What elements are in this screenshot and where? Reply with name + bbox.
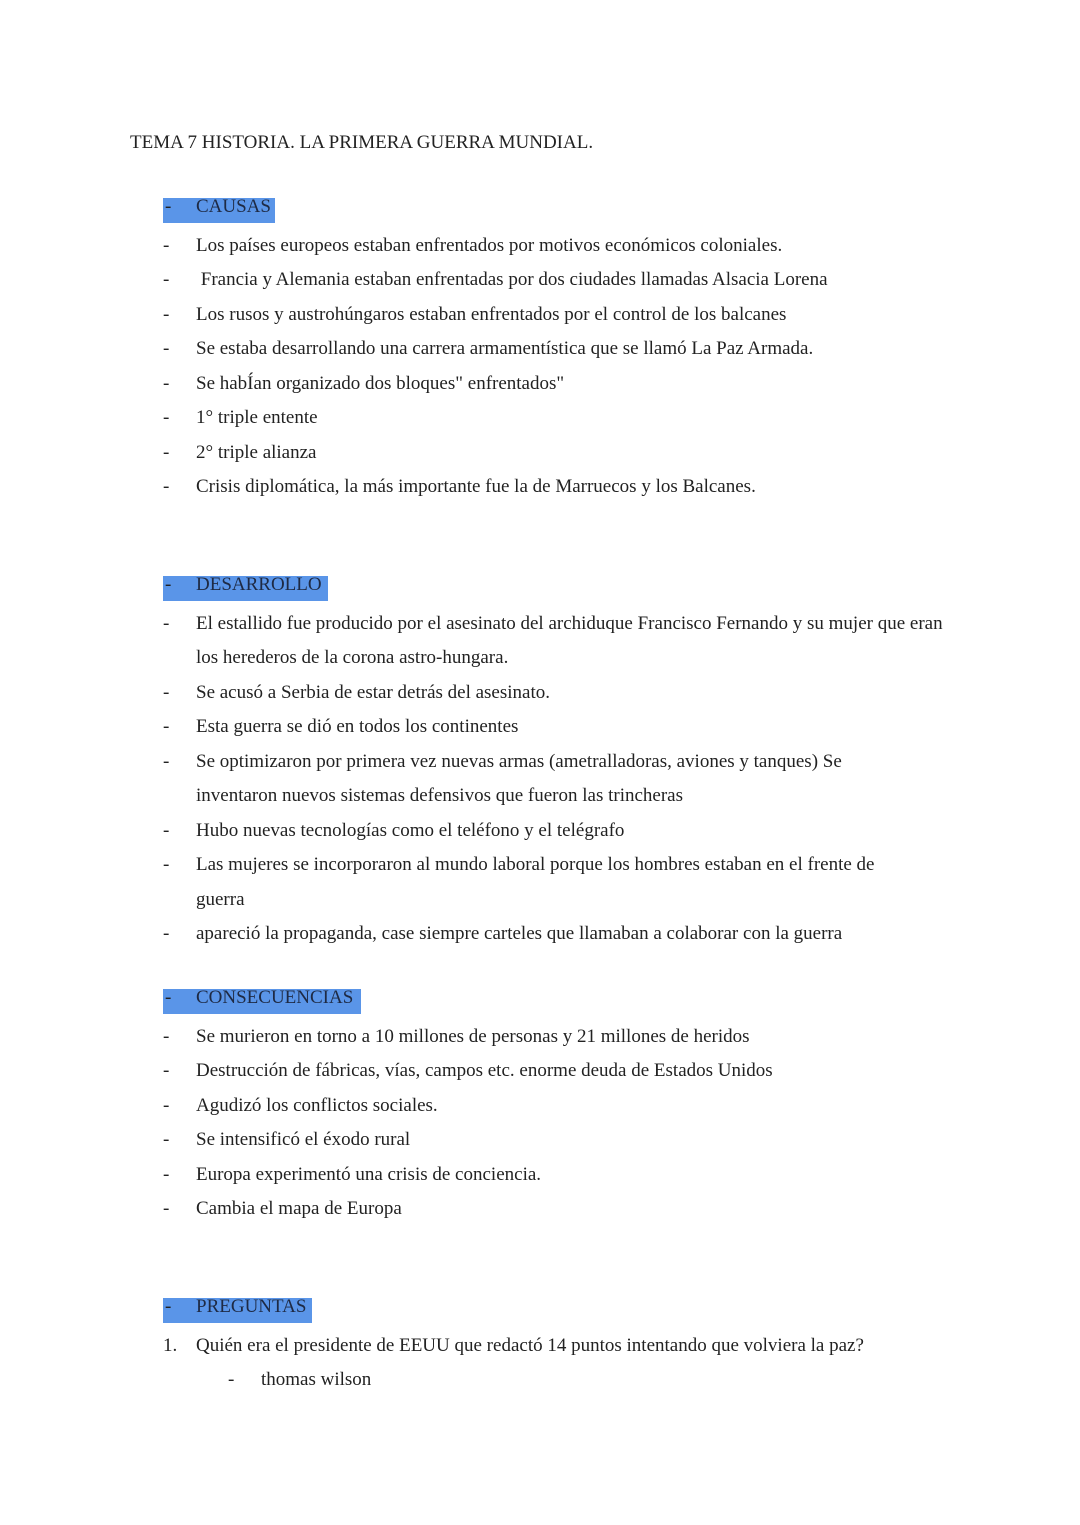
dash-marker: - xyxy=(165,987,172,1008)
dash-marker: - xyxy=(163,1198,170,1219)
dash-marker: - xyxy=(163,269,170,290)
list-item xyxy=(0,848,1080,917)
list-item xyxy=(0,814,1080,849)
list-item-text: Francia y Alemania estaban enfrentadas por dos ciudades llamadas Alsacia Lorena xyxy=(196,269,828,290)
dash-marker: - xyxy=(163,338,170,359)
dash-marker: - xyxy=(163,750,170,772)
list-item-text: Europa experimentó una crisis de conciencia. xyxy=(196,1163,542,1185)
list-item xyxy=(0,607,1080,676)
dash-marker: - xyxy=(163,441,170,463)
dash-marker: - xyxy=(163,234,170,256)
dash-marker: - xyxy=(163,681,170,703)
dash-marker: - xyxy=(163,1129,170,1150)
dash-marker: - xyxy=(165,196,172,217)
question-item xyxy=(0,1329,1080,1364)
list-item-text: apareció la propaganda, case siempre carteles que llamaban a colaborar con la guerra xyxy=(196,923,843,944)
answer-item xyxy=(0,1363,1080,1398)
list-item xyxy=(0,710,1080,745)
list-item xyxy=(0,917,1080,952)
list-item xyxy=(0,401,1080,436)
section-desarrollo xyxy=(0,572,1080,952)
list-item-text: Se intensificó el éxodo rural xyxy=(196,1129,411,1150)
list-item-text: Hubo nuevas tecnologías como el teléfono y el telégrafo xyxy=(196,819,625,841)
list-item-text: 2° triple alianza xyxy=(196,441,317,463)
section-heading xyxy=(0,985,1080,1020)
dash-marker: - xyxy=(163,1025,170,1047)
list-item-text: Agudizó los conflictos sociales. xyxy=(196,1094,438,1116)
dash-marker: - xyxy=(228,1369,235,1390)
list-item-text: Crisis diplomática, la más importante fue la de Marruecos y los Balcanes. xyxy=(196,476,756,497)
list-item-text: Los rusos y austrohúngaros estaban enfrentados por el control de los balcanes xyxy=(196,303,787,325)
dash-marker: - xyxy=(163,612,170,634)
dash-marker: - xyxy=(163,372,170,394)
dash-marker: - xyxy=(163,303,170,325)
question-number: 1. xyxy=(163,1334,178,1356)
list-item xyxy=(0,1089,1080,1124)
list-item-text: Se optimizaron por primera vez nuevas armas (ametralladoras, aviones y tanques) Se inventaron nuevos sistemas defensivos que fueron las trincheras xyxy=(196,750,842,806)
heading-label: PREGUNTAS xyxy=(196,1296,307,1317)
list-item-text: El estallido fue producido por el asesinato del archiduque Francisco Fernando y su mujer que eran los herederos de la corona astro-hungara. xyxy=(196,612,943,668)
list-item xyxy=(0,263,1080,298)
heading-label: CAUSAS xyxy=(196,196,271,217)
heading-label: DESARROLLO xyxy=(196,574,322,595)
dash-marker: - xyxy=(163,854,170,875)
dash-marker: - xyxy=(163,923,170,944)
list-item-text: Los países europeos estaban enfrentados por motivos económicos coloniales. xyxy=(196,234,783,256)
dash-marker: - xyxy=(165,574,172,595)
list-item xyxy=(0,332,1080,367)
dash-marker: - xyxy=(163,819,170,841)
list-item xyxy=(0,1054,1080,1089)
list-item xyxy=(0,298,1080,333)
section-heading xyxy=(0,194,1080,229)
list-item-text: 1° triple entente xyxy=(196,407,318,428)
list-item xyxy=(0,1192,1080,1227)
list-item xyxy=(0,470,1080,505)
answer-text: thomas wilson xyxy=(261,1369,372,1390)
list-item xyxy=(0,1123,1080,1158)
dash-marker: - xyxy=(165,1296,172,1317)
question-text: Quién era el presidente de EEUU que redactó 14 puntos intentando que volviera la paz? xyxy=(196,1334,864,1356)
dash-marker: - xyxy=(163,1094,170,1116)
dash-marker: - xyxy=(163,716,170,737)
list-item xyxy=(0,745,1080,814)
section-preguntas xyxy=(0,1294,1080,1398)
list-item-text: Las mujeres se incorporaron al mundo laboral porque los hombres estaban en el frente de guerra xyxy=(196,854,875,910)
list-item-text: Se murieron en torno a 10 millones de personas y 21 millones de heridos xyxy=(196,1025,750,1047)
dash-marker: - xyxy=(163,1060,170,1081)
section-heading xyxy=(0,572,1080,607)
document-title: TEMA 7 HISTORIA. LA PRIMERA GUERRA MUNDIAL. xyxy=(130,132,594,153)
list-item-text: Se acusó a Serbia de estar detrás del asesinato. xyxy=(196,681,551,703)
list-item xyxy=(0,1020,1080,1055)
list-item-text: Destrucción de fábricas, vías, campos etc. enorme deuda de Estados Unidos xyxy=(196,1060,773,1081)
heading-label: CONSECUENCIAS xyxy=(196,987,354,1008)
section-consecuencias xyxy=(0,985,1080,1227)
dash-marker: - xyxy=(163,476,170,497)
dash-marker: - xyxy=(163,1163,170,1185)
list-item xyxy=(0,367,1080,402)
list-item xyxy=(0,1158,1080,1193)
list-item-text: Cambia el mapa de Europa xyxy=(196,1198,402,1219)
list-item xyxy=(0,229,1080,264)
list-item-text: Se estaba desarrollando una carrera armamentística que se llamó La Paz Armada. xyxy=(196,338,814,359)
section-causas xyxy=(0,194,1080,505)
list-item-text: Se habÍan organizado dos bloques" enfrentados" xyxy=(196,372,565,394)
list-item xyxy=(0,676,1080,711)
section-heading xyxy=(0,1294,1080,1329)
list-item xyxy=(0,436,1080,471)
list-item-text: Esta guerra se dió en todos los continentes xyxy=(196,716,519,737)
dash-marker: - xyxy=(163,407,170,428)
